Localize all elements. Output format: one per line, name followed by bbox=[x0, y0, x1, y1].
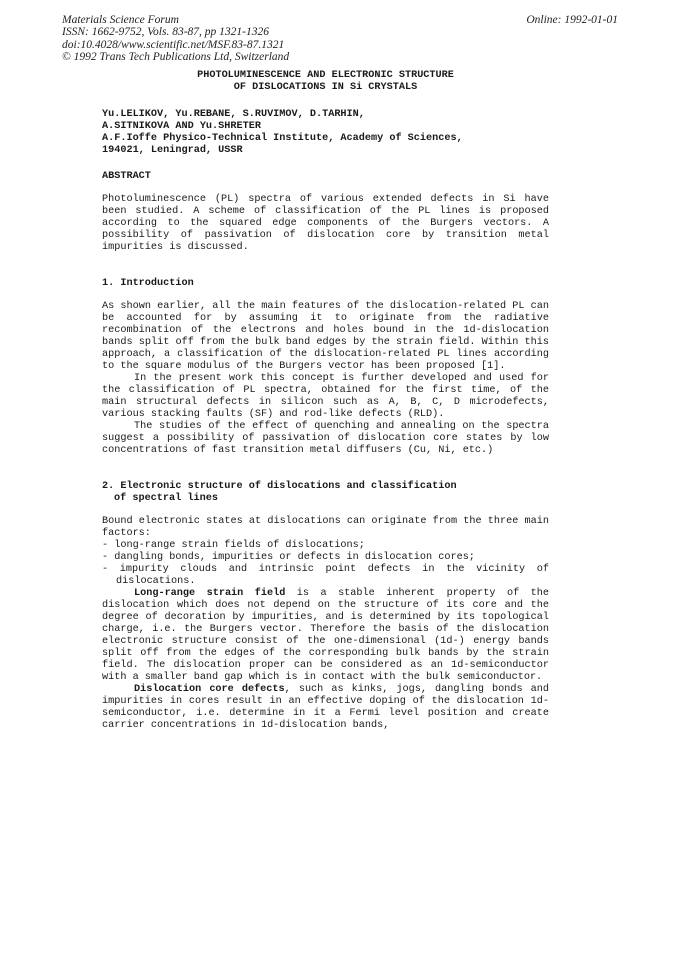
abstract-text: Photoluminescence (PL) spectra of various extended defects in Si have been studied. A scheme of classification of the PL lines is proposed according to the squared edge components of the Burgers vectors. A possibility of passivation of dislocation core by transition metal impurities is discussed. bbox=[102, 194, 549, 253]
author-block bbox=[102, 109, 549, 157]
article-body bbox=[102, 70, 549, 732]
copyright-line: © 1992 Trans Tech Publications Ltd, Switzerland bbox=[62, 51, 290, 64]
section-2-heading-line-2: of spectral lines bbox=[114, 493, 218, 504]
issn-line: ISSN: 1662-9752, Vols. 83-87, pp 1321-1326 bbox=[62, 26, 269, 39]
title-line-1: PHOTOLUMINESCENCE AND ELECTRONIC STRUCTURE bbox=[197, 70, 454, 81]
title-line-2: OF DISLOCATIONS IN Si CRYSTALS bbox=[233, 82, 418, 93]
section-1-heading: 1. Introduction bbox=[102, 278, 194, 289]
section-2-paragraph-1 bbox=[102, 588, 549, 684]
section-2-paragraph-2 bbox=[102, 684, 549, 732]
section-2-heading-line-1: 2. Electronic structure of dislocations and classification bbox=[102, 481, 457, 492]
affiliation-line-2: 194021, Leningrad, USSR bbox=[102, 145, 243, 156]
authors-line-1: Yu.LELIKOV, Yu.REBANE, S.RUVIMOV, D.TARHIN, bbox=[102, 109, 365, 120]
term-dislocation-core-defects: Dislocation core defects bbox=[134, 684, 285, 695]
section-2-paragraph-1-text: is a stable inherent property of the dislocation which does not depend on the structure of its core and the degree of decoration by impurities, and is determined by its topological charge, i.e. the Burgers vector. Therefore the basis of the dislocation electronic structure consist of the one-dimensional (1d-) energy bands split off from the edges of the corresponding bulk bands by the strain field. The dislocation proper can be considered as an 1d-semiconductor with a smaller band gap which is in contact with the bulk semiconductor. bbox=[102, 588, 549, 683]
doi-line: doi:10.4028/www.scientific.net/MSF.83-87.1321 bbox=[62, 38, 285, 51]
section-1-paragraph-2: In the present work this concept is further developed and used for the classification of PL spectra, obtained for the first time, of the main structural defects in silicon such as A, B, C, D microdefects, various stacking faults (SF) and rod-like defects (RLD). bbox=[102, 373, 549, 420]
term-long-range-strain-field: Long-range strain field bbox=[134, 588, 286, 599]
online-date: Online: 1992-01-01 bbox=[526, 14, 618, 26]
paper-title bbox=[102, 70, 549, 94]
list-item: - long-range strain fields of dislocations; bbox=[102, 540, 365, 551]
affiliation-line-1: A.F.Ioffe Physico-Technical Institute, Academy of Sciences, bbox=[102, 133, 463, 144]
journal-name: Materials Science Forum bbox=[62, 14, 179, 26]
list-item: - dangling bonds, impurities or defects in dislocation cores; bbox=[102, 552, 475, 563]
section-1-paragraph-1: As shown earlier, all the main features of the dislocation-related PL can be accounted for by assuming it to originate from the radiative recombination of the electrons and holes bound in the 1d-dislocation bands split off from the bulk band edges by the strain field. Within this approach, a classification of the dislocation-related PL lines according to the square modulus of the Burgers vector has been proposed [1]. bbox=[102, 301, 549, 372]
abstract-heading: ABSTRACT bbox=[102, 171, 151, 182]
factor-list bbox=[102, 540, 549, 588]
authors-line-2: A.SITNIKOVA AND Yu.SHRETER bbox=[102, 121, 261, 132]
section-2-heading bbox=[102, 481, 549, 505]
section-1-paragraph-3: The studies of the effect of quenching and annealing on the spectra suggest a possibility of passivation of dislocation core states by low concentrations of fast transition metal diffusers (Cu, Ni, etc.) bbox=[102, 421, 549, 456]
section-2-paragraph-2-text: , such as kinks, jogs, dangling bonds and impurities in cores result in an effective doping of the dislocation 1d-semiconductor, i.e. determine in it a Fermi level position and create carrier concentrations in 1d-dislocation bands, bbox=[102, 684, 549, 731]
section-2-intro: Bound electronic states at dislocations can originate from the three main factors: bbox=[102, 516, 549, 539]
list-item: - impurity clouds and intrinsic point defects in the vicinity of dislocations. bbox=[102, 564, 549, 587]
